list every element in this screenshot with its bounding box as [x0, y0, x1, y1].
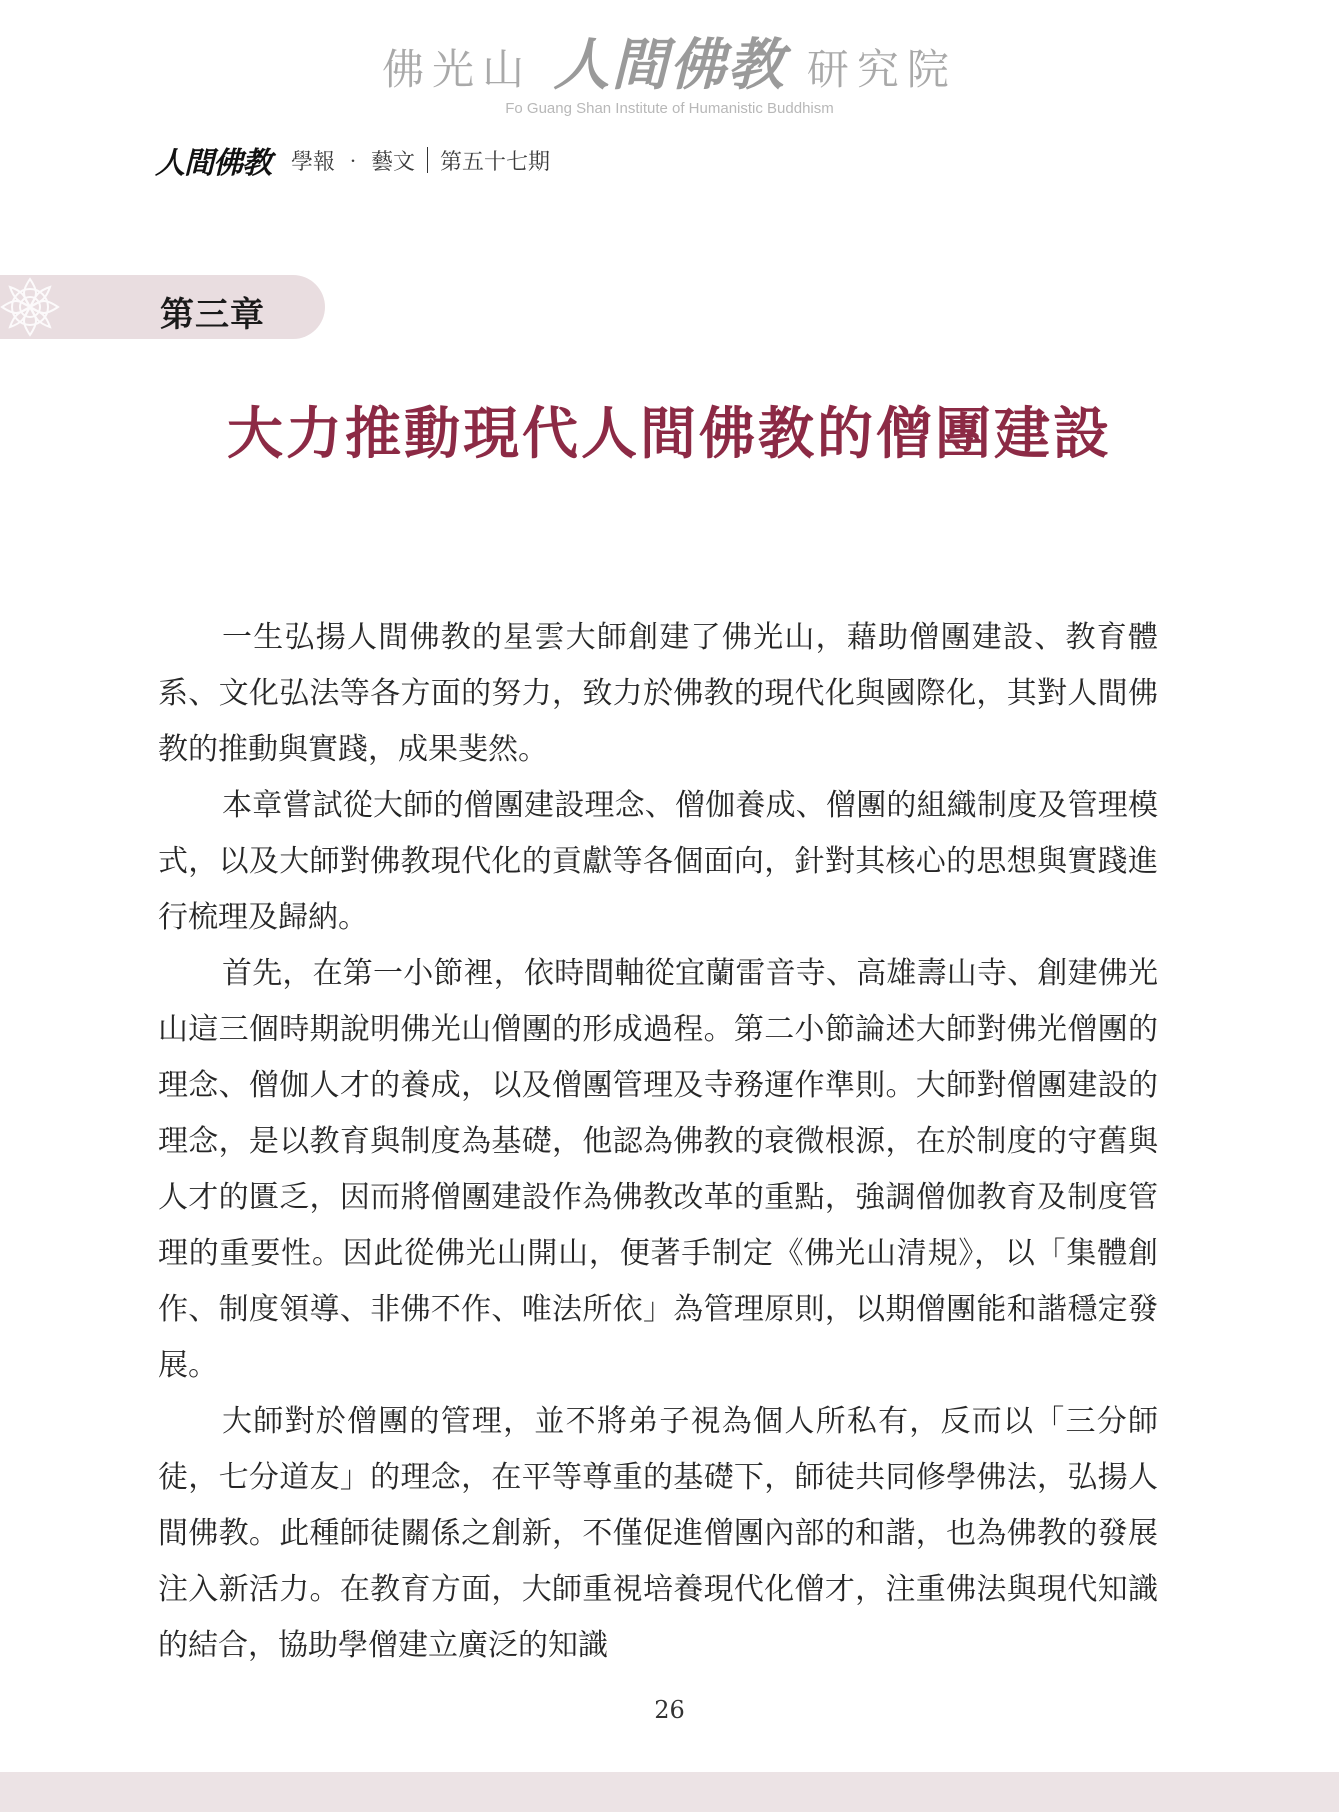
footer-bar	[0, 1772, 1339, 1812]
institute-header	[0, 33, 1339, 117]
paragraph: 大師對於僧團的管理，並不將弟子視為個人所私有，反而以「三分師徒，七分道友」的理念，在平等尊重的基礎下，師徒共同修學佛法，弘揚人間佛教。此種師徒關係之創新，不僅促進僧團內部的和諧，也為佛教的發展注入新活力。在教育方面，大師重視培養現代化僧才，注重佛法與現代知識的結合，協助學僧建立廣泛的知識	[158, 1404, 1158, 1663]
chapter-label: 第三章	[160, 295, 265, 335]
chapter-title: 大力推動現代人間佛教的僧團建設	[227, 401, 1112, 467]
institute-name-part1: 佛光山	[382, 45, 533, 94]
paragraph: 首先，在第一小節裡，依時間軸從宜蘭雷音寺、高雄壽山寺、創建佛光山這三個時期說明佛光山僧團的形成過程。第二小節論述大師對佛光僧團的理念、僧伽人才的養成，以及僧團管理及寺務運作準則。大師對僧團建設的理念，是以教育與制度為基礎，他認為佛教的衰微根源，在於制度的守舊與人才的匱乏，因而將僧團建設作為佛教改革的重點，強調僧伽教育及制度管理的重要性。因此從佛光山開山，便著手制定《佛光山清規》，以「集體創作、制度領導、非佛不作、唯法所依」為管理原則，以期僧團能和諧穩定發展。	[158, 956, 1158, 1383]
journal-running-head	[155, 138, 550, 182]
journal-brand-logo: 人間佛教	[155, 146, 271, 181]
chapter-tab	[0, 275, 325, 339]
institute-name-big: 人間佛教	[553, 33, 786, 98]
journal-name: 學報 ‧ 藝文	[291, 149, 415, 175]
lotus-ornament-icon	[0, 275, 82, 339]
institute-name-part2: 研究院	[806, 45, 957, 94]
paragraph: 本章嘗試從大師的僧團建設理念、僧伽養成、僧團的組織制度及管理模式，以及大師對佛教現代化的貢獻等各個面向，針對其核心的思想與實踐進行梳理及歸納。	[158, 788, 1158, 935]
journal-issue: 第五十七期	[440, 149, 551, 175]
page-number: 26	[654, 1696, 685, 1724]
body-text	[158, 610, 1158, 1674]
paragraph: 一生弘揚人間佛教的星雲大師創建了佛光山，藉助僧團建設、教育體系、文化弘法等各方面的努力，致力於佛教的現代化與國際化，其對人間佛教的推動與實踐，成果斐然。	[158, 620, 1158, 767]
journal-divider	[427, 147, 428, 173]
institute-name-english: Fo Guang Shan Institute of Humanistic Buddhism	[505, 100, 834, 117]
institute-name	[0, 33, 1339, 100]
